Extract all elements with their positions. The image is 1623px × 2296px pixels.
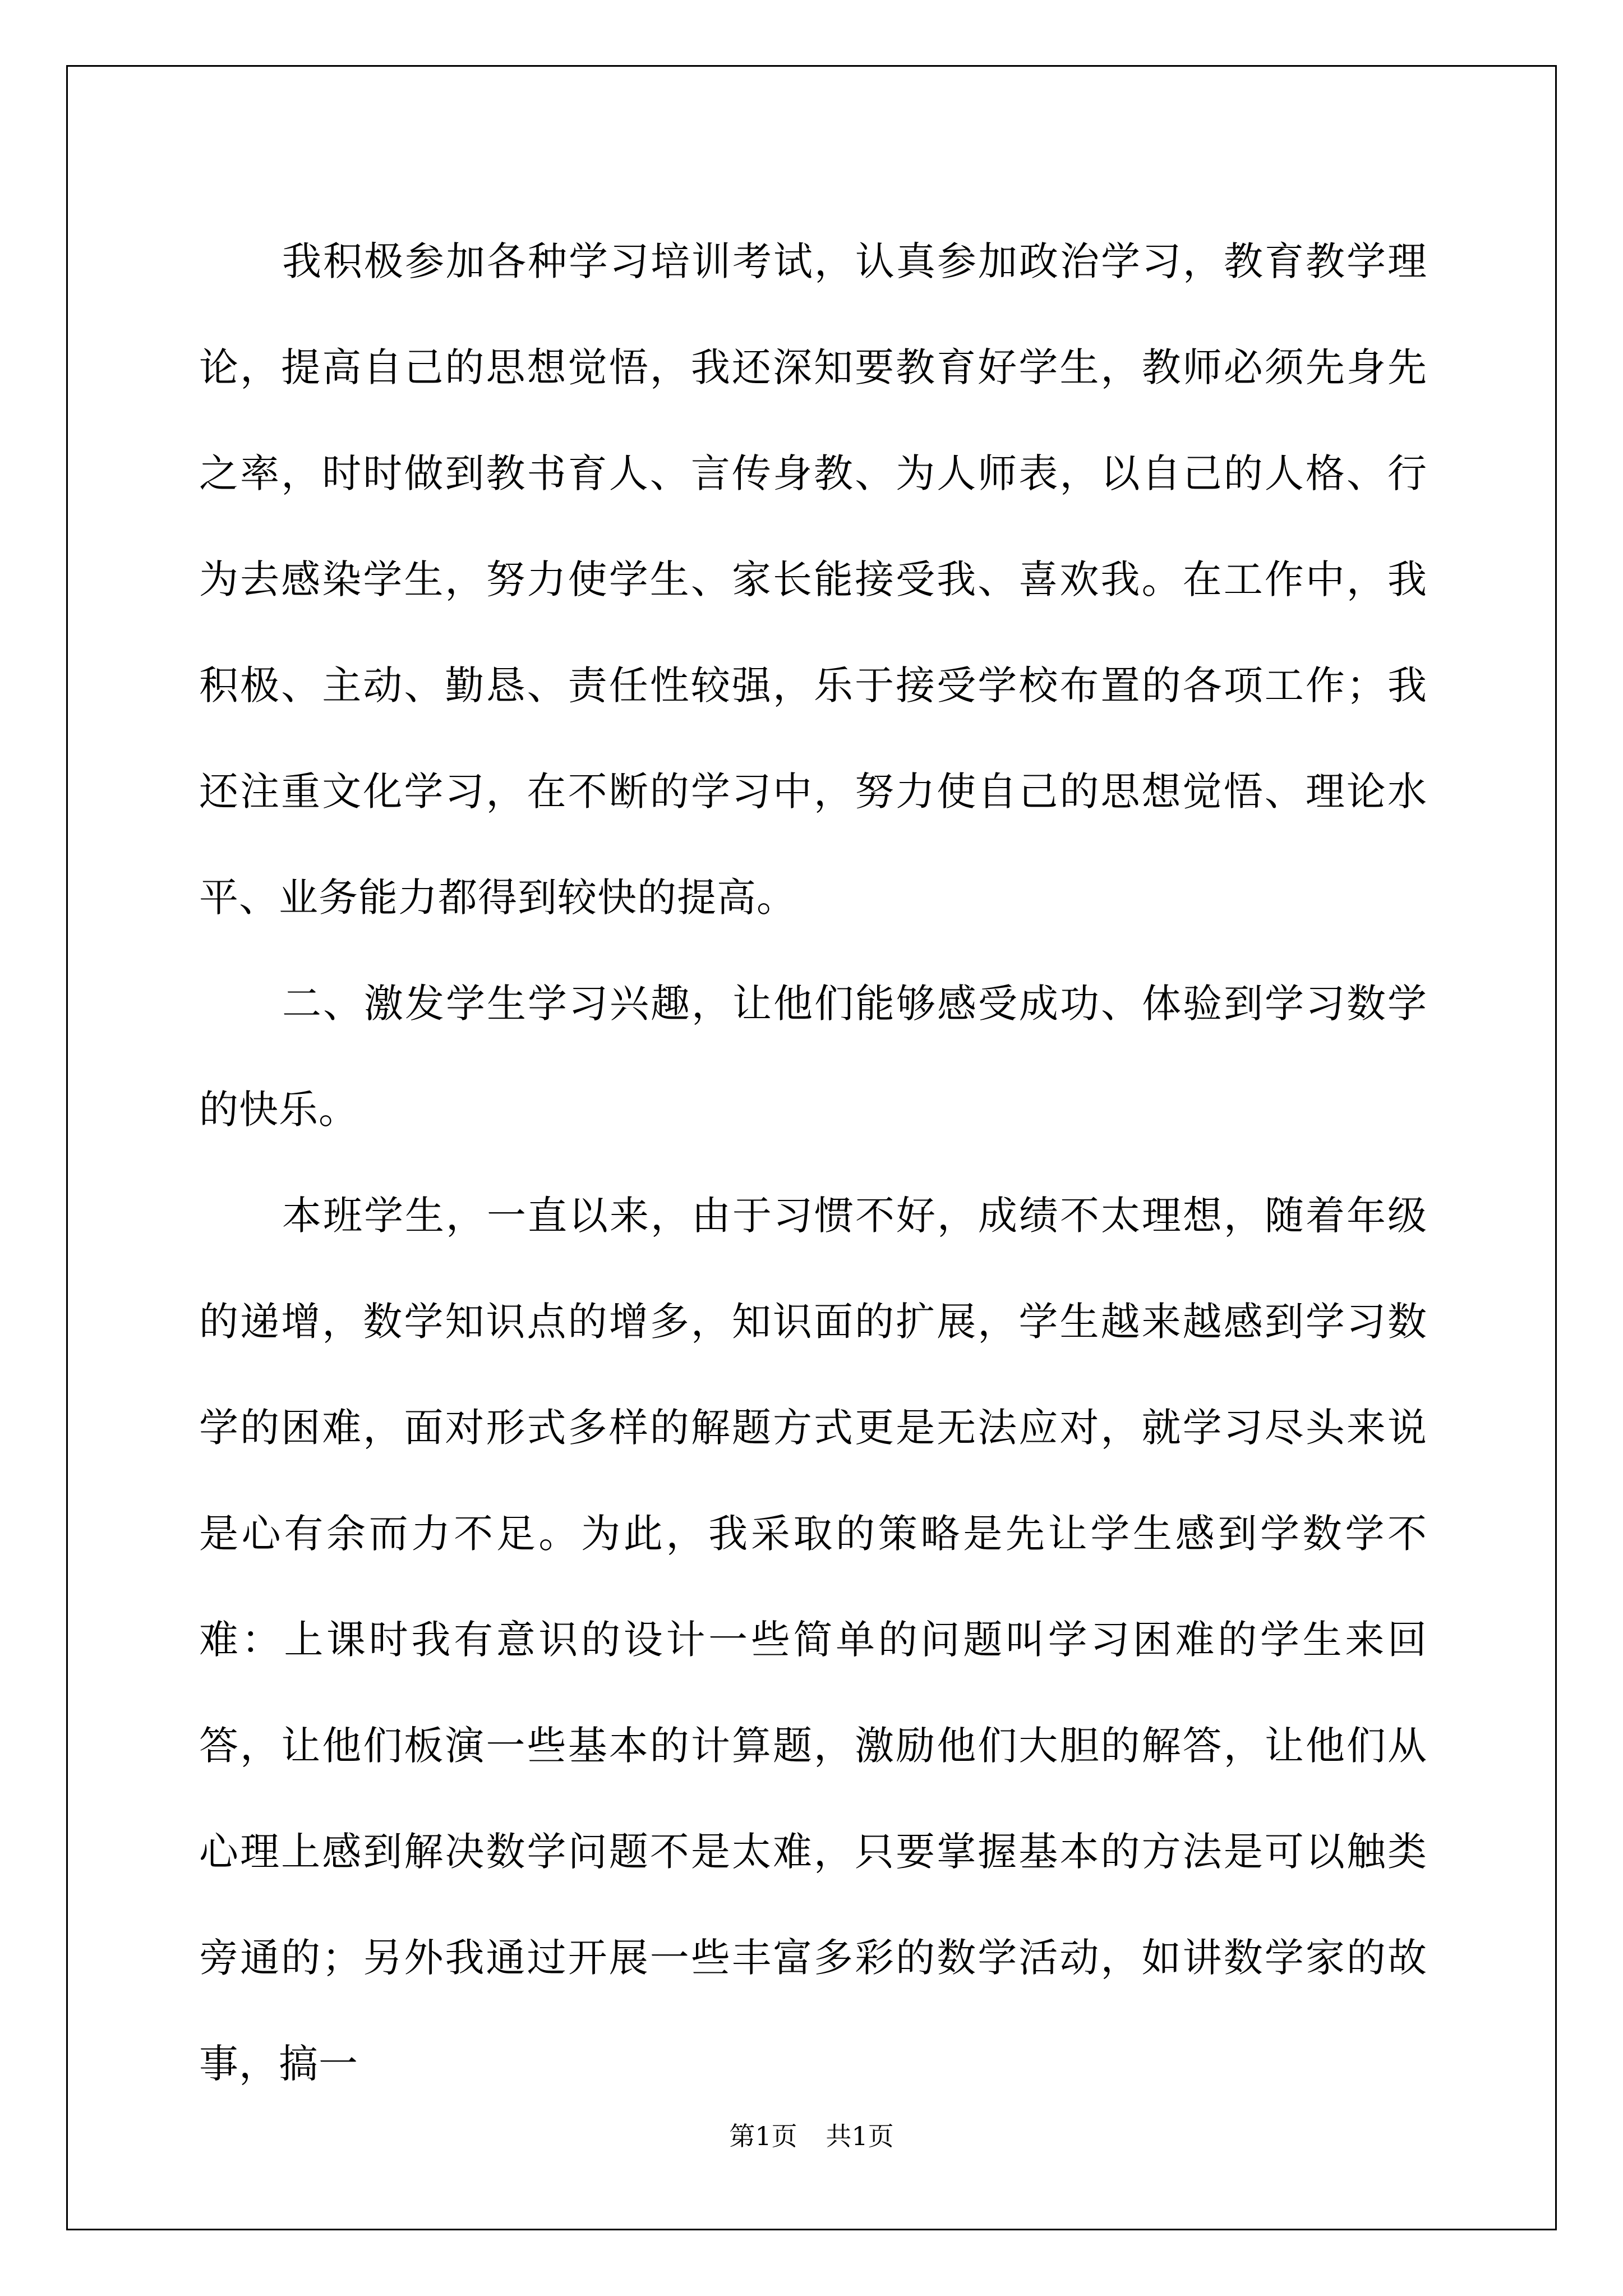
- paragraph: 二、激发学生学习兴趣，让他们能够感受成功、体验到学习数学的快乐。: [199, 981, 1427, 1133]
- page-footer: [0, 2119, 1623, 2153]
- page-total: 共1页: [826, 2121, 894, 2151]
- document-body: [199, 209, 1427, 2087]
- paragraph: 我积极参加各种学习培训考试，认真参加政治学习，教育教学理论，提高自己的思想觉悟，我还深知要教育好学生，教师必须先身先之率，时时做到教书育人、言传身教、为人师表，以自己的人格、行为去感染学生，努力使学生、家长能接受我、喜欢我。在工作中，我积极、主动、勤恳、责任性较强，乐于接受学校布置的各项工作；我还注重文化学习，在不断的学习中，努力使自己的思想觉悟、理论水平、业务能力都得到较快的提高。: [199, 238, 1427, 921]
- page-number: 第1页: [729, 2121, 797, 2151]
- paragraph: 本班学生，一直以来，由于习惯不好，成绩不太理想，随着年级的递增，数学知识点的增多，知识面的扩展，学生越来越感到学习数学的困难，面对形式多样的解题方式更是无法应对，就学习尽头来说是心有余而力不足。为此，我采取的策略是先让学生感到学数学不难：上课时我有意识的设计一些简单的问题叫学习困难的学生来回答，让他们板演一些基本的计算题，激励他们大胆的解答，让他们从心理上感到解决数学问题不是太难，只要掌握基本的方法是可以触类旁通的；另外我通过开展一些丰富多彩的数学活动，如讲数学家的故事，搞一: [199, 1193, 1427, 2087]
